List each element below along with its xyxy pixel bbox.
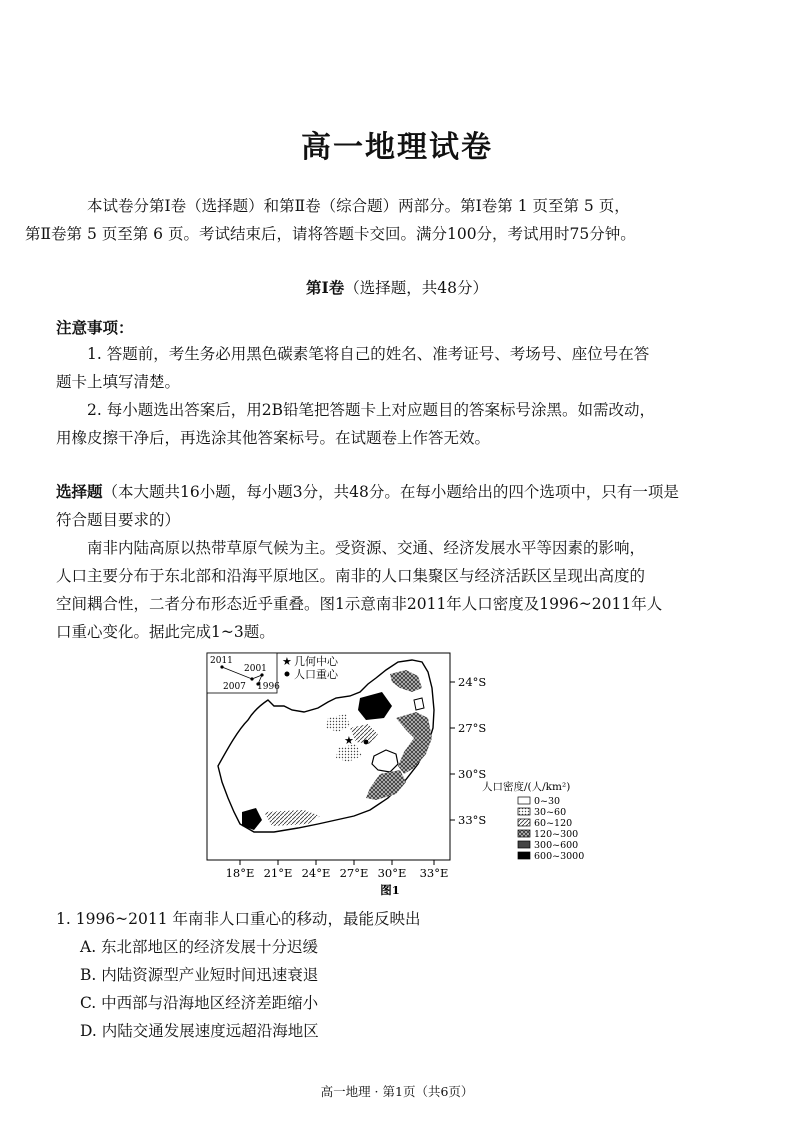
notes-body xyxy=(56,340,746,452)
legend-class-600-3000: 600~3000 xyxy=(534,851,585,862)
question-1-option-a: A. 东北部地区的经济发展十分迟缓 xyxy=(80,938,319,956)
figure-caption: 图1 xyxy=(380,883,400,897)
passage-line-1: 南非内陆高原以热带草原气候为主。受资源、交通、经济发展水平等因素的影响， xyxy=(87,539,646,557)
legend-class-0-30: 0~30 xyxy=(534,796,561,807)
choice-section-line-2: 符合题目要求的） xyxy=(56,511,181,529)
lat-label-30: 30°S xyxy=(458,767,487,781)
note-item-2 xyxy=(56,396,746,424)
latitude-ticks xyxy=(450,682,455,820)
note-item-2-line-1: 2. 每小题选出答案后，用2B铅笔把答题卡上对应题目的答案标号涂黑。如需改动， xyxy=(87,401,655,419)
notes-heading: 注意事项： xyxy=(56,318,134,337)
choice-section-line-1: （本大题共16小题，每小题3分，共48分。在每小题给出的四个选项中，只有一项是 xyxy=(102,483,679,501)
geometric-center-star-icon: ★ xyxy=(344,734,354,747)
south-africa-map-figure xyxy=(200,648,600,900)
question-1-option-d: D. 内陆交通发展速度远超沿海地区 xyxy=(80,1022,319,1040)
legend-swatch-600-3000 xyxy=(518,852,530,859)
note-item-1 xyxy=(56,340,746,368)
lon-label-33: 33°E xyxy=(419,866,449,880)
lat-label-24: 24°S xyxy=(458,675,487,689)
inset-label-2001: 2001 xyxy=(244,664,267,674)
legend-geometric-center: 几何中心 xyxy=(294,655,338,668)
choice-section-intro xyxy=(56,478,746,534)
exam-intro xyxy=(25,192,746,248)
section-heading-detail: （选择题，共48分） xyxy=(344,279,488,297)
passage xyxy=(56,534,746,646)
lat-label-27: 27°S xyxy=(458,721,487,735)
question-1-option-b: B. 内陆资源型产业短时间迅速衰退 xyxy=(80,966,319,984)
legend-class-120-300: 120~300 xyxy=(534,829,579,840)
note-item-2-line-2: 用橡皮擦干净后，再选涂其他答案标号。在试题卷上作答无效。 xyxy=(56,429,491,447)
dot-symbol-icon xyxy=(285,672,290,677)
legend-swatch-60-120 xyxy=(518,819,530,826)
legend-swatch-30-60 xyxy=(518,808,530,815)
legend-swatch-120-300 xyxy=(518,830,530,837)
legend-population-center: 人口重心 xyxy=(294,668,338,681)
star-symbol-icon: ★ xyxy=(282,655,292,668)
intro-line-1: 本试卷分第Ⅰ卷（选择题）和第Ⅱ卷（综合题）两部分。第Ⅰ卷第 1 页至第 5 页， xyxy=(87,197,630,215)
legend-class-60-120: 60~120 xyxy=(534,818,573,829)
lon-label-21: 21°E xyxy=(263,866,293,880)
eswatini-outline xyxy=(414,698,424,710)
density-legend-title: 人口密度/(人/km²) xyxy=(482,781,571,793)
question-1-option-c: C. 中西部与沿海地区经济差距缩小 xyxy=(80,994,319,1012)
section-heading-label: 第Ⅰ卷 xyxy=(306,278,345,297)
density-legend xyxy=(518,796,584,862)
passage-line-2: 人口主要分布于东北部和沿海平原地区。南非的人口集聚区与经济活跃区呈现出高度的 xyxy=(56,567,646,585)
lat-label-33: 33°S xyxy=(458,813,487,827)
note-item-1-line-2: 题卡上填写清楚。 xyxy=(56,373,181,391)
note-item-1-line-1: 1. 答题前，考生务必用黑色碳素笔将自己的姓名、准考证号、考场号、座位号在答 xyxy=(87,345,650,363)
lon-label-27: 27°E xyxy=(339,866,369,880)
legend-swatch-300-600 xyxy=(518,841,530,848)
choice-section-label: 选择题 xyxy=(56,482,103,501)
lon-label-24: 24°E xyxy=(301,866,331,880)
inset-label-1996: 1996 xyxy=(257,682,280,692)
legend-class-30-60: 30~60 xyxy=(534,807,567,818)
page-footer: 高一地理 · 第1页（共6页） xyxy=(320,1084,474,1099)
lon-label-18: 18°E xyxy=(225,866,255,880)
section-heading xyxy=(0,276,794,298)
lon-label-30: 30°E xyxy=(377,866,407,880)
intro-line-2: 第Ⅱ卷第 5 页至第 6 页。考试结束后，请将答题卡交回。满分100分，考试用时75分钟。 xyxy=(25,225,636,243)
passage-line-4: 口重心变化。据此完成1~3题。 xyxy=(56,623,275,641)
question-1-stem: 1. 1996~2011 年南非人口重心的移动，最能反映出 xyxy=(56,910,421,928)
inset-label-2011: 2011 xyxy=(210,656,233,666)
population-center-dot xyxy=(364,740,369,745)
legend-swatch-0-30 xyxy=(518,797,530,804)
longitude-ticks xyxy=(240,860,434,865)
passage-line-3: 空间耦合性，二者分布形态近乎重叠。图1示意南非2011年人口密度及1996~2011年人 xyxy=(56,595,663,613)
page-title: 高一地理试卷 xyxy=(301,130,493,165)
inset-label-2007: 2007 xyxy=(223,682,246,692)
legend-class-300-600: 300~600 xyxy=(534,840,579,851)
